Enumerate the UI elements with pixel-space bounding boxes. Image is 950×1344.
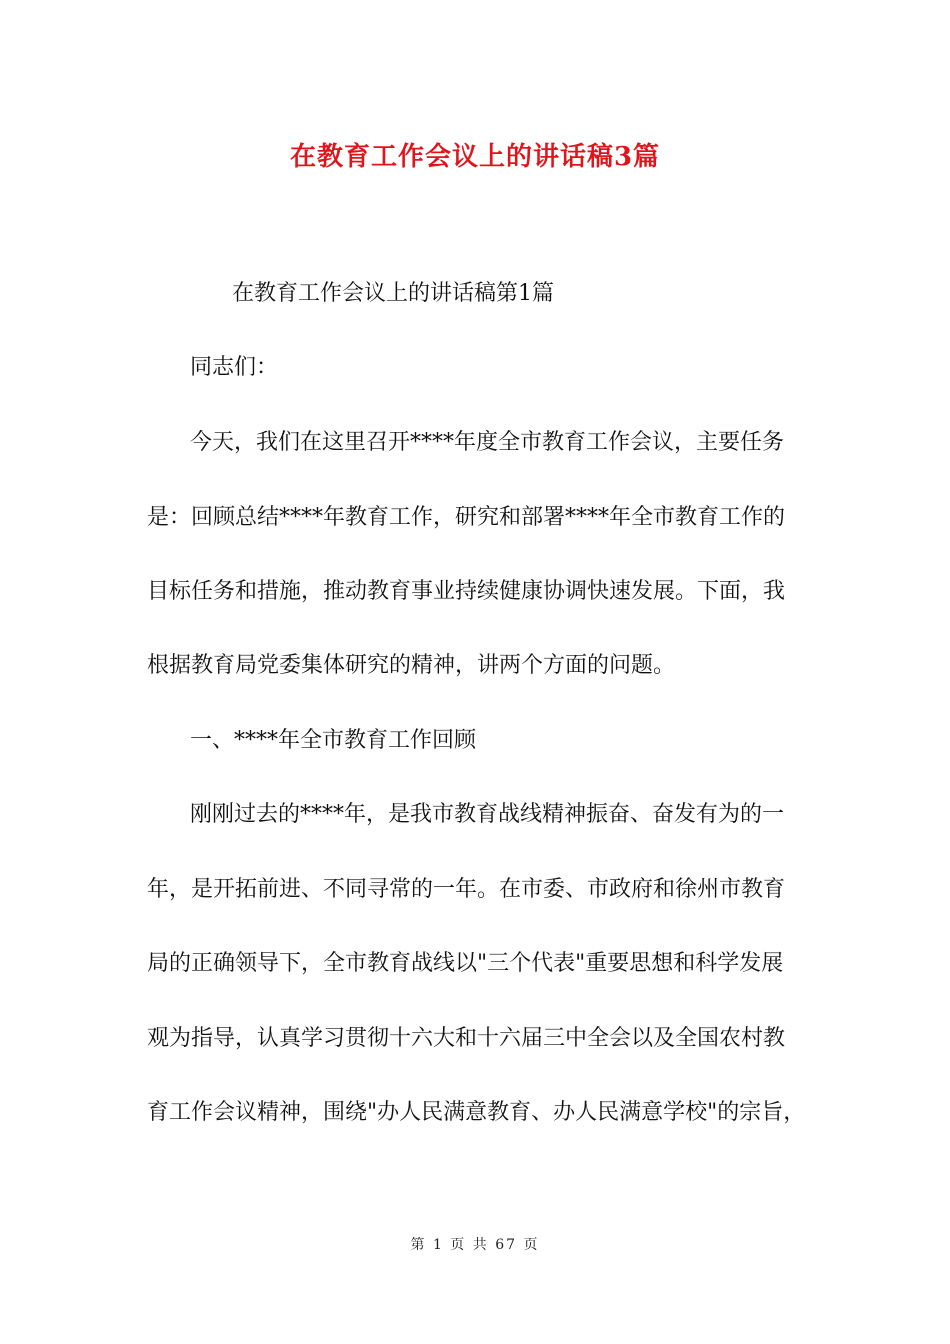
body-line: 是：回顾总结****年教育工作，研究和部署****年全市教育工作的 [147,505,786,530]
body-line: 目标任务和措施，推动教育事业持续健康协调快速发展。下面，我 [147,579,786,604]
body-line: 育工作会议精神，围绕"办人民满意教育、办人民满意学校"的宗旨， [147,1100,806,1125]
salutation-line: 同志们： [190,355,279,380]
body-line: 年，是开拓前进、不同寻常的一年。在市委、市政府和徐州市教育 [147,877,786,902]
section-heading: 一、****年全市教育工作回顾 [190,728,477,753]
page-footer: 第 1 页 共 67 页 [410,1237,540,1253]
subtitle-line: 在教育工作会议上的讲话稿第1篇 [232,281,554,306]
body-line: 局的正确领导下，全市教育战线以"三个代表"重要思想和科学发展 [147,951,784,976]
body-line: 刚刚过去的****年，是我市教育战线精神振奋、奋发有为的一 [190,802,785,827]
document-title: 在教育工作会议上的讲话稿3篇 [289,142,661,172]
body-line: 今天，我们在这里召开****年度全市教育工作会议，主要任务 [190,430,785,455]
body-line: 观为指导，认真学习贯彻十六大和十六届三中全会以及全国农村教 [147,1026,786,1051]
body-line: 根据教育局党委集体研究的精神，讲两个方面的问题。 [147,653,676,678]
